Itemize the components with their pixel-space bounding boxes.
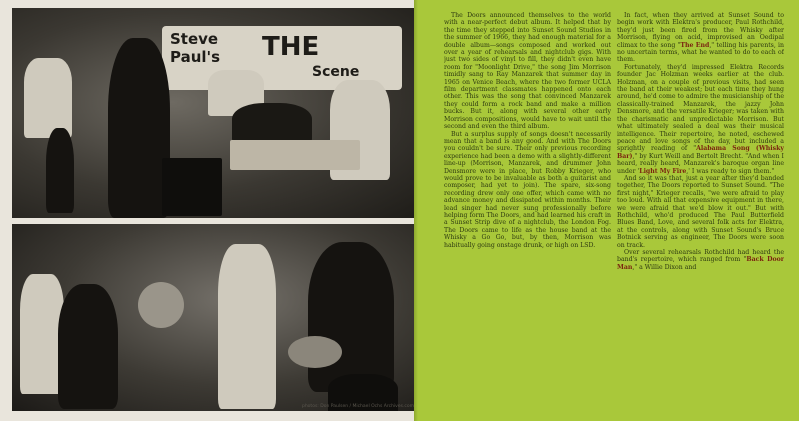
band-photo-stage bbox=[12, 8, 414, 218]
seated-figure bbox=[58, 284, 118, 409]
article-column-1 bbox=[444, 12, 611, 412]
paragraph bbox=[617, 249, 784, 271]
paragraph: But a surplus supply of songs doesn't necessarily mean that a band is any good. And with The Doors you couldn't be sure. Their only previous recording experience had been a demo with a slightly-different line-up (Morrison, Manzarek, and drummer John Densmore were in place, but Robby Krieger, who would prove to be invaluable as both a guitarist and composer, had yet to join). The spare, six-song recording drew only one offer, which came with no advance money and dissipated within months. Their lead singer had never sung professionally before helping form The Doors, and had learned his craft in a Sunset Strip dive of a nightclub, the London Fog. The Doors came to life as the house band at the Whisky a Go Go, but, by then, Morrison was habitually going onstage drunk, or high on LSD. bbox=[444, 130, 611, 249]
song-title: The End bbox=[680, 41, 710, 49]
text-run: ," telling his parents, in no uncertain terms, what he wanted to do to each of them. bbox=[617, 41, 784, 64]
guitarist-figure bbox=[24, 58, 72, 138]
paragraph: And so it was that, just a year after they'd banded together, The Doors reported to Sunset Sound. "The first night," Krieger recalls, "we were afraid to play too loud. With all that expensive equipment in there, we were afraid that we'd blow it out." But with Rothchild, who'd produced The Paul Butterfield Blues Band, Love, and several folk acts for Elektra, at the controls, along with Sunset Sound's Bruce Botnick serving as engineer, The Doors were soon on track. bbox=[617, 174, 784, 249]
banner-text-2: Paul's bbox=[170, 48, 221, 66]
amplifier bbox=[162, 158, 222, 216]
text-run: ,' I was ready to sign them." bbox=[686, 167, 775, 175]
drummer-figure-2 bbox=[308, 242, 394, 392]
photo-credit: photos: Don Paulsen / Michael Ochs Archives.com bbox=[301, 404, 414, 409]
singer-figure bbox=[108, 38, 170, 218]
snare-drum bbox=[288, 336, 342, 368]
paragraph bbox=[617, 12, 784, 64]
keyboard-organ bbox=[230, 140, 360, 170]
drum-kit bbox=[232, 103, 312, 143]
banner-text-4: Scene bbox=[312, 64, 360, 80]
song-title: Back Door Man bbox=[617, 256, 784, 271]
page-fold bbox=[414, 0, 418, 421]
text-run: Fortunately, they'd impressed Elektra Records founder Jac Holzman weeks earlier at the club. Holzman, on a couple of previous visits, had seen the band at their weakest; but each time they hung around, he'd come to admire the musicianship of the classically-trained Manzarek, the jazzy John Densmore, and the versatile Krieger; was taken with the charismatic and unpredictable Morrison. But what ultimately sealed a deal was their musical intelligence. Their repertoire, he noted, eschewed peace and love songs of the day, but included a sprightly reading of " bbox=[617, 63, 784, 153]
text-run: ," by Kurt Weill and Bertolt Brecht. "And when I heard, really heard, Manzarek's baroque organ line under ' bbox=[617, 152, 784, 175]
band-photo-rehearsal bbox=[12, 224, 414, 411]
banner-text-3: THE bbox=[262, 32, 320, 62]
song-title: Light My Fire bbox=[639, 167, 687, 175]
guitarist-figure-2 bbox=[218, 244, 276, 409]
song-title: Alabama Song (Whisky Bar) bbox=[617, 145, 784, 160]
text-run: Over several rehearsals Rothchild had heard the band's repertoire, which ranged from " bbox=[617, 249, 784, 264]
banner-text-1: Steve bbox=[170, 30, 219, 48]
paragraph: The Doors announced themselves to the world with a near-perfect debut album. It helped that by the time they stepped into Sunset Sound Studios in the summer of 1966, they had enough material for a double album—songs composed and worked out over a year of rehearsals and nightclub gigs. With just two sides of vinyl to fill, they didn't even have room for "Moonlight Drive," the song Jim Morrison timidly sang to Ray Manzarek that summer day in 1965 on Venice Beach, where the two former UCLA film department classmates happened onto each other. This was the song that convinced Manzarek they could form a rock band and make a million bucks. But it, along with several other early Morrison compositions, would have to wait until the second and even the third album. bbox=[444, 12, 611, 131]
drum bbox=[138, 282, 184, 328]
paragraph bbox=[617, 64, 784, 175]
text-run: ," a Willie Dixon and bbox=[632, 263, 697, 271]
figure-legs bbox=[46, 128, 74, 213]
text-run: In fact, when they arrived at Sunset Sound to begin work with Elektra's producer, Paul Rothchild, they'd just been fired from the Whisky after Morrison, flying on acid, improvised an Oedipal climax to the song " bbox=[617, 12, 784, 49]
article-column-2 bbox=[617, 12, 784, 412]
